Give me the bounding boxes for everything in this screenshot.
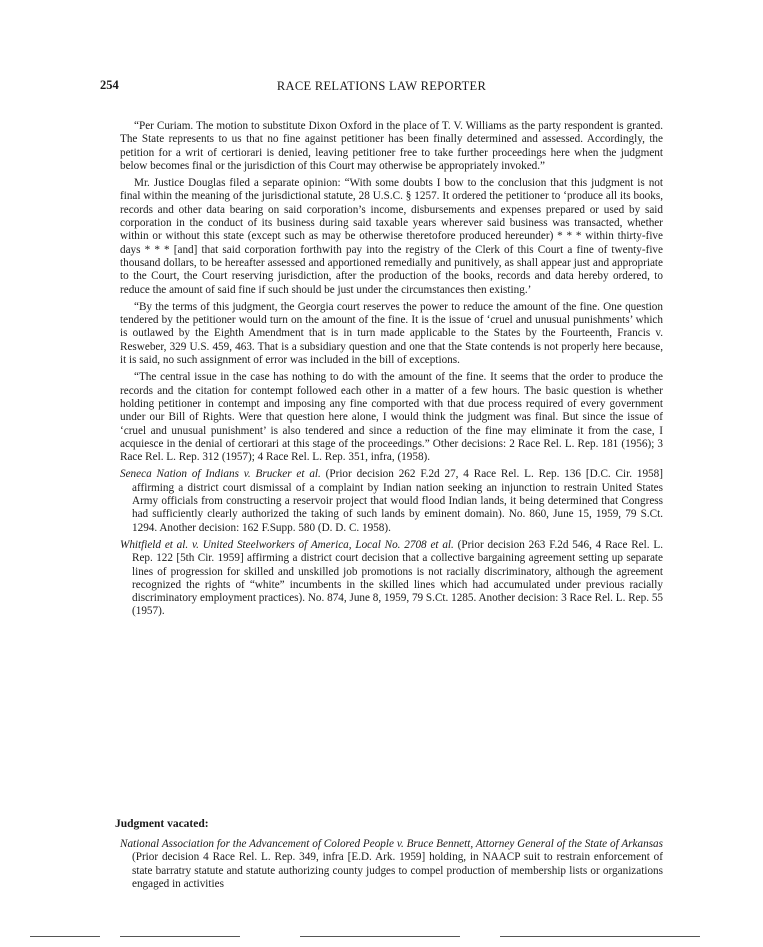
running-head: RACE RELATIONS LAW REPORTER — [276, 79, 487, 93]
quote-paragraph: “Per Curiam. The motion to substitute Dixon Oxford in the place of T. V. Williams as the party respondent is granted. The State represents to us that no fine against petitioner has been finally determined and assessed. Accordingly, the petition for a writ of certiorari is denied, leaving petitioner free to take further proceedings here when the judgment below becomes final or the jurisdiction of this Court may otherwise be appropriately invoked.” — [120, 120, 663, 172]
footer-rule — [300, 936, 460, 937]
quoted-opinion — [120, 120, 663, 464]
footer-rule — [500, 936, 700, 937]
case-text: (Prior decision 4 Race Rel. L. Rep. 349, infra [E.D. Ark. 1959] holding, in NAACP suit to restrain enforcement of state barratry statute and statute authorizing county judges to compel production of membership lists or organizations engaged in activities — [132, 851, 663, 890]
case-name: Seneca Nation of Indians v. Brucker et al. — [120, 468, 321, 481]
case-text: (Prior decision 262 F.2d 27, 4 Race Rel. L. Rep. 136 [D.C. Cir. 1958] affirming a district court dismissal of a complaint by Indian nation seeking an injunction to restrain United States Army officials from constructing a reservoir project that would flood Indian lands, it being determined that Congress had sufficiently clearly authorized the taking of such lands by eminent domain). No. 860, June 15, 1959, 79 S.Ct. 1294. Another decision: 162 F.Supp. 580 (D. D. C. 1958). — [132, 468, 663, 534]
case-entry-whitfield — [120, 539, 663, 619]
quote-paragraph: “By the terms of this judgment, the Georgia court reserves the power to reduce the amount of the fine. One question tendered by the petitioner would turn on the amount of the fine. It is the issue of ‘cruel and unusual punishments’ which is outlawed by the Eighth Amendment that is in turn made applicable to the States by the Fourteenth, Francis v. Resweber, 329 U.S. 459, 463. That is a subsidiary question and one that the State contends is not properly here because, it is said, no such assignment of error was included in the bill of exceptions. — [120, 300, 663, 367]
case-entry-naacp — [120, 838, 663, 891]
footer-rule — [120, 936, 240, 937]
case-name: National Association for the Advancement of Colored People v. Bruce Bennett, Attorney General of the State of Arkansas — [120, 838, 663, 850]
section-heading-judgment-vacated: Judgment vacated: — [115, 818, 209, 830]
case-text: (Prior decision 263 F.2d 546, 4 Race Rel. L. Rep. 122 [5th Cir. 1959] affirming a district court decision that a collective bargaining agreement setting up separate lines of progression for skilled and unskilled job promotions is not racially discriminatory, although the agreement recognized the rights of “white” incumbents in the skilled lines which had accumulated under previous racially discriminatory employment practices). No. 874, June 8, 1959, 79 S.Ct. 1285. Another decision: 3 Race Rel. L. Rep. 55 (1957). — [132, 538, 664, 618]
quote-paragraph: Mr. Justice Douglas filed a separate opinion: “With some doubts I bow to the conclusion that this judgment is not final within the meaning of the jurisdictional statute, 28 U.S.C. § 1257. It ordered the petitioner to ‘produce all its books, records and other data bearing on said corporation’s income, disbursements and expenses prepared or used by said corporation in the conduct of its business during said taxable years wherever said business was transacted, whether within or without this state (except such as may be otherwise theretofore produced hereunder) * * * within thirty-five days * * * [and] that said corporation forthwith pay into the registry of the Clerk of this Court a fine of twenty-five thousand dollars, to be hereafter assessed and apportioned remedially and punitively, as shall appear just and appropriate to the Court, the Court reserving jurisdiction, after the production of the books, records and data hereby ordered, to reduce the amount of said fine if such should be just under the circumstances then existing.’ — [120, 177, 663, 296]
page-body — [120, 120, 663, 619]
quote-paragraph: “The central issue in the case has nothing to do with the amount of the fine. It seems that the order to produce the records and the citation for contempt followed each other in a matter of a few hours. The basic question is whether holding petitioner in contempt and imposing any fine comported with that due process required of every government under our Bill of Rights. Were that question here alone, I would think the judgment was final. But since the issue of ‘cruel and unusual punishment’ is also tendered and since a reduction of the fine may eliminate it from the case, I acquiesce in the denial of certiorari at this stage of the proceedings.” Other decisions: 2 Race Rel. L. Rep. 181 (1956); 3 Race Rel. L. Rep. 312 (1957); 4 Race Rel. L. Rep. 351, infra, (1958). — [120, 371, 663, 464]
vacated-section — [120, 838, 663, 891]
page-number: 254 — [100, 78, 119, 92]
footer-rule — [30, 936, 100, 937]
case-entry-seneca — [120, 468, 663, 534]
case-name: Whitfield et al. v. United Steelworkers of America, Local No. 2708 et al. — [120, 538, 454, 551]
